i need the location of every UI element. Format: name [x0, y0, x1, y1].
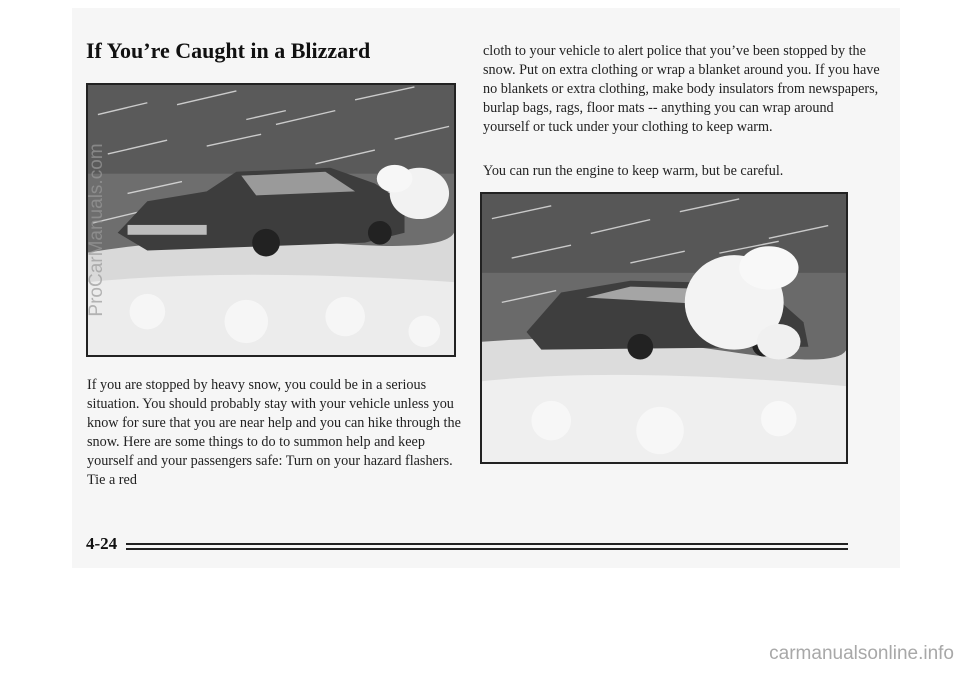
right-paragraph-1: cloth to your vehicle to alert police that you’ve been stopped by the snow. Put on extra clothing or wrap a blanket around you. If you have no blankets or extra clothing, make body insulators from newspapers, burlap bags, rags, floor mats -- anything you can wrap around yourself or tuck under your clothing to keep warm. — [483, 43, 880, 135]
illustration-car-side-exhaust-in-blizzard — [480, 192, 848, 464]
page-number: 4-24 — [86, 534, 118, 553]
illustration-car-front-in-blizzard — [86, 83, 456, 357]
left-paragraph: If you are stopped by heavy snow, you could be in a serious situation. You should probably stay with your vehicle unless you know for sure that you are near help and you can hike through the snow. Here are some things to do to summon help and keep yourself and your passengers safe: Turn on your hazard flashers. Tie a red — [87, 377, 461, 488]
footer-rule-top — [126, 543, 848, 545]
footer-rule-bottom — [126, 548, 848, 550]
side-watermark: ProCarManuals.com — [86, 143, 107, 317]
section-heading: If You’re Caught in a Blizzard — [86, 38, 371, 63]
right-paragraph-2: You can run the engine to keep warm, but be careful. — [483, 163, 784, 179]
bottom-watermark[interactable]: carmanualsonline.info — [769, 643, 954, 664]
